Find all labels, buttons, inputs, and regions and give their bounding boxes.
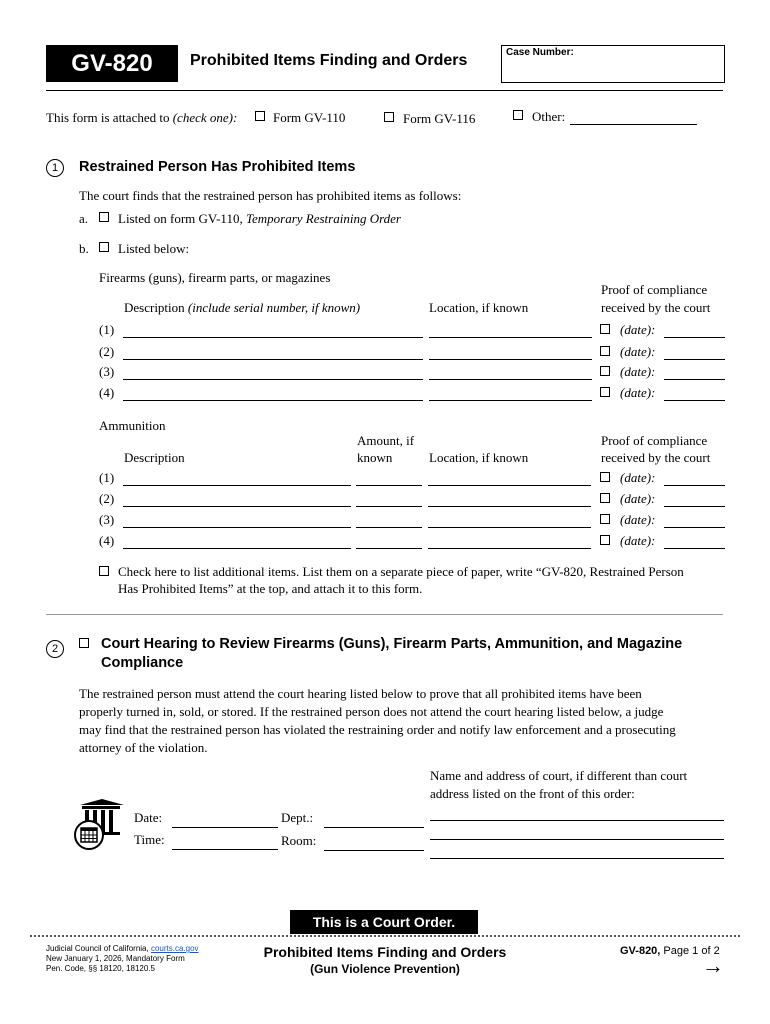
- hearing-time-label: Time:: [134, 832, 165, 847]
- firearms-row-number: (1): [99, 322, 115, 337]
- ammo-proof-checkbox[interactable]: [600, 514, 610, 524]
- calendar-icon: [74, 820, 104, 850]
- firearms-col-desc-italic: (include serial number, if known): [187, 300, 361, 315]
- section-1-heading: Restrained Person Has Prohibited Items: [79, 159, 356, 175]
- label-other: Other:: [532, 109, 566, 124]
- ammo-description-input[interactable]: [123, 527, 351, 528]
- firearms-description-input[interactable]: [123, 379, 423, 380]
- ammo-date-input[interactable]: [664, 548, 725, 549]
- section-1-number: 1: [46, 159, 64, 177]
- ammo-date-label: (date):: [620, 533, 656, 548]
- checkbox-form-gv110[interactable]: [255, 111, 265, 121]
- firearms-date-input[interactable]: [664, 400, 725, 401]
- item-a-text: [118, 211, 401, 227]
- firearms-col-proof-1: Proof of compliance: [601, 282, 708, 297]
- attached-check-one: (check one):: [172, 110, 238, 125]
- section-divider: [46, 614, 723, 615]
- label-form-gv116: Form GV-116: [403, 111, 476, 126]
- form-title: Prohibited Items Finding and Orders: [190, 52, 468, 69]
- item-b-letter: b.: [79, 241, 89, 256]
- arrow-right-icon[interactable]: →: [702, 953, 724, 978]
- ammo-date-input[interactable]: [664, 506, 725, 507]
- firearms-col-desc-label: Description: [124, 300, 185, 315]
- checkbox-section-2[interactable]: [79, 638, 89, 648]
- ammo-col-proof-1: Proof of compliance: [601, 433, 708, 448]
- ammo-location-input[interactable]: [428, 485, 591, 486]
- ammo-amount-input[interactable]: [356, 506, 422, 507]
- section-2-heading-2: Compliance: [101, 655, 184, 671]
- additional-items-text-2: Has Prohibited Items” at the top, and attach it to this form.: [118, 581, 423, 596]
- firearms-proof-checkbox[interactable]: [600, 324, 610, 334]
- firearms-col-location: Location, if known: [429, 300, 529, 315]
- ammo-row-number: (2): [99, 491, 115, 506]
- ammo-date-input[interactable]: [664, 527, 725, 528]
- ammo-row-number: (4): [99, 533, 115, 548]
- firearms-col-description: [124, 300, 360, 316]
- footer-subtitle: (Gun Violence Prevention): [310, 962, 460, 976]
- ammo-date-label: (date):: [620, 491, 656, 506]
- item-a-italic: Temporary Restraining Order: [245, 211, 401, 226]
- ammo-col-description: Description: [124, 450, 185, 465]
- firearms-date-input[interactable]: [664, 359, 725, 360]
- case-number-label: Case Number:: [506, 47, 574, 58]
- attached-prefix: This form is attached to: [46, 110, 170, 125]
- ammo-location-input[interactable]: [428, 506, 591, 507]
- footer-left-line-2: New January 1, 2026, Mandatory Form: [46, 954, 185, 963]
- firearms-date-input[interactable]: [664, 337, 725, 338]
- section-2-para-line-2: properly turned in, sold, or stored. If the restrained person does not attend the court hearing listed below, a judge: [79, 704, 664, 719]
- ammo-date-input[interactable]: [664, 485, 725, 486]
- ammo-amount-input[interactable]: [356, 548, 422, 549]
- court-address-line-1[interactable]: [430, 820, 724, 821]
- item-a-label: Listed on form GV-110,: [118, 211, 243, 226]
- hearing-room-input[interactable]: [324, 850, 424, 851]
- item-b-text: Listed below:: [118, 241, 190, 256]
- checkbox-other[interactable]: [513, 110, 523, 120]
- ammo-col-amount-1: Amount, if: [357, 433, 415, 448]
- firearms-col-proof-2: received by the court: [601, 300, 711, 315]
- header-divider: [46, 90, 723, 91]
- section-2-heading-1: Court Hearing to Review Firearms (Guns), Firearm Parts, Ammunition, and Magazine: [101, 636, 683, 652]
- hearing-time-input[interactable]: [172, 849, 278, 850]
- checkbox-item-a[interactable]: [99, 212, 109, 222]
- firearms-date-label: (date):: [620, 322, 656, 337]
- footer-divider: [30, 935, 740, 937]
- firearms-proof-checkbox[interactable]: [600, 387, 610, 397]
- courts-link[interactable]: courts.ca.gov: [150, 944, 199, 953]
- firearms-description-input[interactable]: [123, 400, 423, 401]
- ammo-description-input[interactable]: [123, 506, 351, 507]
- hearing-dept-input[interactable]: [324, 827, 424, 828]
- firearms-location-input[interactable]: [429, 400, 592, 401]
- ammo-date-label: (date):: [620, 512, 656, 527]
- firearms-row-number: (2): [99, 344, 115, 359]
- firearms-row-number: (4): [99, 385, 115, 400]
- court-order-banner: This is a Court Order.: [290, 910, 478, 934]
- hearing-date-label: Date:: [134, 810, 163, 825]
- section-2-number: 2: [46, 640, 64, 658]
- ammo-location-input[interactable]: [428, 527, 591, 528]
- firearms-location-input[interactable]: [429, 359, 592, 360]
- ammo-col-location: Location, if known: [429, 450, 529, 465]
- footer-left: [46, 944, 199, 974]
- ammo-row-number: (3): [99, 512, 115, 527]
- firearms-date-label: (date):: [620, 385, 656, 400]
- section-2-para-line-3: may find that the restrained person has violated the restraining order and notify law enforcement and a prosecuting: [79, 722, 676, 737]
- court-address-line-3[interactable]: [430, 858, 724, 859]
- footer-center: [250, 944, 520, 976]
- ammo-date-label: (date):: [620, 470, 656, 485]
- ammo-proof-checkbox[interactable]: [600, 493, 610, 503]
- form-id: GV-820: [46, 45, 178, 82]
- additional-items-text-1: Check here to list additional items. List them on a separate piece of paper, write “GV-820, Restrained Person: [118, 564, 684, 579]
- court-note-2: address listed on the front of this order:: [430, 786, 635, 801]
- checkbox-item-b[interactable]: [99, 242, 109, 252]
- label-form-gv110: Form GV-110: [273, 110, 346, 125]
- section-1-intro: The court finds that the restrained person has prohibited items as follows:: [79, 188, 462, 203]
- ammo-description-input[interactable]: [123, 548, 351, 549]
- hearing-dept-label: Dept.:: [281, 810, 314, 825]
- ammo-location-input[interactable]: [428, 548, 591, 549]
- other-input-line[interactable]: [570, 124, 697, 125]
- ammo-proof-checkbox[interactable]: [600, 535, 610, 545]
- court-address-line-2[interactable]: [430, 839, 724, 840]
- firearms-location-input[interactable]: [429, 379, 592, 380]
- ammo-heading: Ammunition: [99, 418, 166, 433]
- hearing-room-label: Room:: [281, 833, 317, 848]
- section-2-para-line-1: The restrained person must attend the court hearing listed below to prove that all prohibited items have been: [79, 686, 642, 701]
- firearms-date-label: (date):: [620, 344, 656, 359]
- footer-left-line-3: Pen. Code, §§ 18120, 18120.5: [46, 964, 155, 973]
- attached-line: [46, 110, 237, 126]
- checkbox-form-gv116[interactable]: [384, 112, 394, 122]
- ammo-amount-input[interactable]: [356, 527, 422, 528]
- footer-page-number: Page 1 of 2: [663, 945, 720, 957]
- firearms-heading: Firearms (guns), firearm parts, or magazines: [99, 270, 331, 285]
- footer-title: Prohibited Items Finding and Orders: [263, 944, 507, 960]
- firearms-description-input[interactable]: [123, 337, 423, 338]
- firearms-location-input[interactable]: [429, 337, 592, 338]
- item-a-letter: a.: [79, 211, 89, 226]
- section-2-paragraph: [79, 685, 729, 757]
- section-2-para-line-4: attorney of the violation.: [79, 740, 208, 755]
- checkbox-additional-items[interactable]: [99, 566, 109, 576]
- ammo-col-proof-2: received by the court: [601, 450, 711, 465]
- firearms-description-input[interactable]: [123, 359, 423, 360]
- ammo-amount-input[interactable]: [356, 485, 422, 486]
- hearing-date-input[interactable]: [172, 827, 278, 828]
- footer-form-id: GV-820,: [620, 945, 661, 957]
- ammo-proof-checkbox[interactable]: [600, 472, 610, 482]
- firearms-proof-checkbox[interactable]: [600, 346, 610, 356]
- firearms-proof-checkbox[interactable]: [600, 366, 610, 376]
- ammo-row-number: (1): [99, 470, 115, 485]
- firearms-row-number: (3): [99, 364, 115, 379]
- footer-left-line-1: [46, 944, 199, 954]
- ammo-col-amount-2: known: [357, 450, 393, 465]
- firearms-date-label: (date):: [620, 364, 656, 379]
- court-note-1: Name and address of court, if different than court: [430, 768, 688, 783]
- firearms-date-input[interactable]: [664, 379, 725, 380]
- footer-left-prefix: Judicial Council of California,: [46, 944, 149, 953]
- ammo-description-input[interactable]: [123, 485, 351, 486]
